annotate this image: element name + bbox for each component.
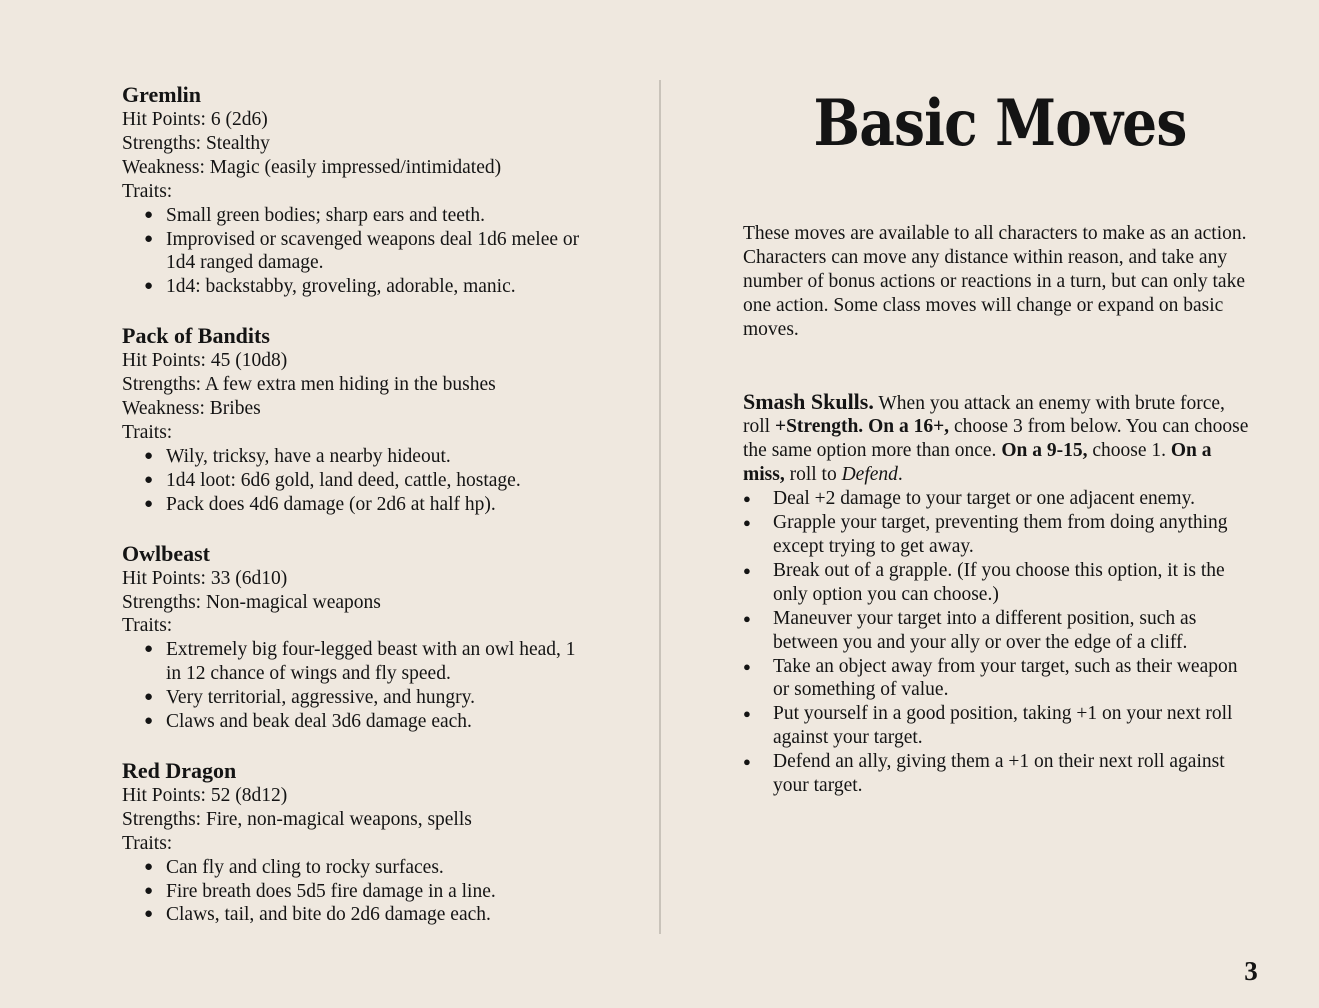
traits-list — [122, 856, 592, 928]
move-option: ● Defend an ally, giving them a +1 on their next roll against your target. — [773, 750, 1255, 798]
monster-name: Gremlin — [122, 82, 202, 107]
hit-points: Hit Points: 45 (10d8) — [122, 350, 288, 372]
move-smash-skulls — [743, 390, 1255, 798]
intro-paragraph: These moves are available to all characters to make as an action. Characters can move any distance within reason, and take any number of bonus actions or reactions in a turn, but can only take one action. Some class moves will change or expand on basic moves. — [743, 223, 1247, 340]
move-option: ● Grapple your target, preventing them from doing anything except trying to get away. — [773, 511, 1255, 559]
page-number: 3 — [1244, 956, 1258, 986]
trait-item: ● Claws and beak deal 3d6 damage each. — [166, 710, 592, 734]
traits-list — [122, 445, 592, 517]
monster-name: Pack of Bandits — [122, 323, 270, 349]
move-option: ● Deal +2 damage to your target or one adjacent enemy. — [773, 487, 1255, 511]
trait-item: ● Pack does 4d6 damage (or 2d6 at half hp). — [166, 493, 592, 517]
move-stat: +Strength. — [774, 416, 864, 438]
hit-points: Hit Points: 52 (8d12) — [122, 784, 288, 806]
move-options-list — [743, 487, 1255, 798]
move-text: roll to — [784, 464, 842, 486]
trait-item: ● Can fly and cling to rocky surfaces. — [166, 856, 592, 880]
weakness: Weakness: Bribes — [122, 398, 261, 420]
traits-list — [122, 638, 592, 734]
trait-item: ● Fire breath does 5d5 fire damage in a line. — [166, 880, 592, 904]
strengths: Strengths: A few extra men hiding in the bushes — [122, 374, 496, 396]
strengths: Strengths: Fire, non-magical weapons, spells — [122, 808, 472, 830]
hit-result-label: On a 16+, — [863, 416, 950, 438]
traits-label: Traits: — [122, 180, 173, 202]
miss-result-label: On a miss, — [743, 440, 1212, 486]
trait-item: ● 1d4 loot: 6d6 gold, land deed, cattle, hostage. — [166, 469, 592, 493]
trait-item: ● Extremely big four-legged beast with an owl head, 1 in 12 chance of wings and fly speed. — [166, 638, 592, 686]
trait-item: ● Wily, tricksy, have a nearby hideout. — [166, 445, 592, 469]
column-divider — [659, 80, 661, 934]
monster-name: Owlbeast — [122, 540, 210, 566]
hit-points: Hit Points: 33 (6d10) — [122, 567, 288, 589]
monster-gremlin — [122, 82, 592, 299]
move-option: ● Take an object away from your target, such as their weapon or something of value. — [773, 655, 1255, 703]
trait-item: ● Improvised or scavenged weapons deal 1d6 melee or 1d4 ranged damage. — [166, 228, 592, 276]
move-option: ● Maneuver your target into a different position, such as between you and your ally or over the edge of a cliff. — [773, 607, 1255, 655]
strengths: Strengths: Non-magical weapons — [122, 591, 381, 613]
monster-name: Red Dragon — [122, 757, 237, 783]
trait-item: ● 1d4: backstabby, groveling, adorable, manic. — [166, 275, 592, 299]
partial-result-label: On a 9-15, — [996, 440, 1088, 462]
defend-reference: Defend — [841, 464, 898, 486]
move-option: ● Put yourself in a good position, taking +1 on your next roll against your target. — [773, 702, 1255, 750]
trait-item: ● Claws, tail, and bite do 2d6 damage each. — [166, 903, 592, 927]
trait-item: ● Small green bodies; sharp ears and teeth. — [166, 204, 592, 228]
trait-item: ● Very territorial, aggressive, and hungry. — [166, 686, 592, 710]
monster-list — [122, 82, 592, 951]
hit-points: Hit Points: 6 (2d6) — [122, 109, 268, 130]
traits-label: Traits: — [122, 421, 173, 443]
traits-label: Traits: — [122, 615, 173, 637]
traits-list — [122, 204, 592, 300]
basic-moves-section — [743, 222, 1255, 798]
move-text: . — [897, 464, 903, 486]
weakness: Weakness: Magic (easily impressed/intimidated) — [122, 156, 502, 178]
move-text: choose 3 from below. You can choose the same option more than once. — [743, 416, 1249, 462]
move-option: ● Break out of a grapple. (If you choose this option, it is the only option you can choose.) — [773, 559, 1255, 607]
monster-owlbeast — [122, 541, 592, 734]
traits-label: Traits: — [122, 832, 173, 854]
page-title: Basic Moves — [813, 86, 1187, 161]
move-text: choose 1. — [1087, 440, 1166, 462]
monster-pack-of-bandits — [122, 323, 592, 516]
move-name: Smash Skulls. — [743, 388, 874, 414]
strengths: Strengths: Stealthy — [122, 132, 270, 154]
move-text: When you attack an enemy with brute force, roll — [743, 392, 1225, 438]
monster-red-dragon — [122, 758, 592, 927]
